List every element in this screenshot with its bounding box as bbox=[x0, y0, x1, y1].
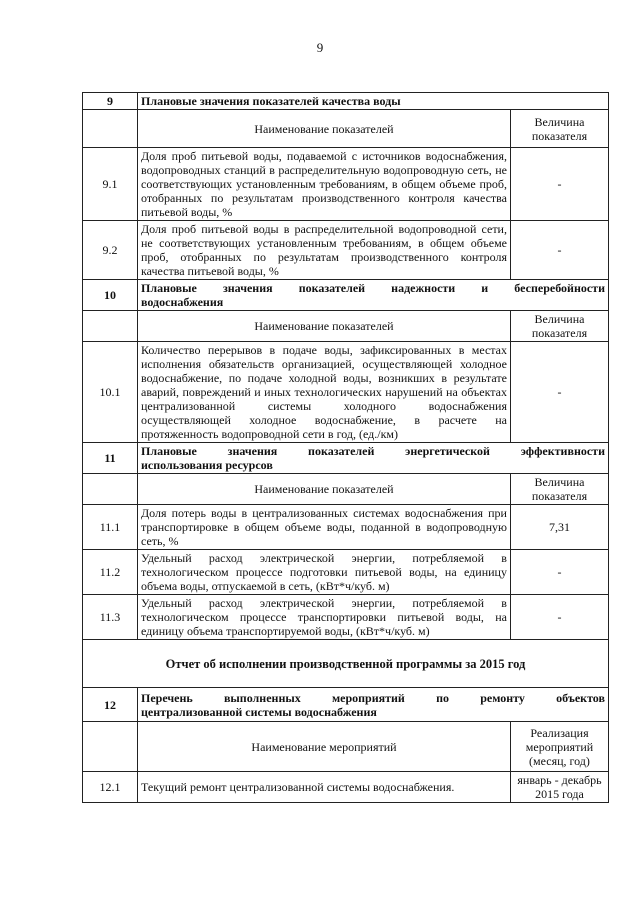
section-number: 9 bbox=[83, 93, 138, 110]
table-row bbox=[83, 505, 609, 550]
section-title-line2: централизованной системы водоснабжения bbox=[141, 704, 377, 719]
empty-cell bbox=[83, 311, 138, 342]
column-header-name: Наименование показателей bbox=[138, 311, 511, 342]
row-number: 9.2 bbox=[83, 221, 138, 280]
section-title-line1: Перечень выполненных мероприятий по ремонту объектов bbox=[141, 690, 605, 705]
report-title-row bbox=[83, 640, 609, 688]
row-value: - bbox=[510, 148, 608, 221]
row-text: Доля проб питьевой воды, подаваемой с источников водоснабжения, водопроводных станций в распределительную водопроводную сеть, не соответствующих установленным требованиям, в общем объеме проб, отобранных по результатам производственного контроля качества питьевой воды, % bbox=[138, 148, 511, 221]
table-row bbox=[83, 550, 609, 595]
column-header-row bbox=[83, 311, 609, 342]
row-text: Удельный расход электрической энергии, потребляемой в технологическом процессе транспортировки питьевой воды, на единицу объема транспортируемой воды, (кВт*ч/куб. м) bbox=[138, 595, 511, 640]
row-text: Доля проб питьевой воды в распределительной водопроводной сети, не соответствующих установленным требованиям, в общем объеме проб, отобранных по результатам производственного контроля качества питьевой воды, % bbox=[138, 221, 511, 280]
section-title-line1: Плановые значения показателей энергетической эффективности bbox=[141, 444, 605, 458]
row-value: - bbox=[510, 221, 608, 280]
row-value: январь - декабрь 2015 года bbox=[510, 772, 608, 803]
column-header-row bbox=[83, 474, 609, 505]
row-text: Текущий ремонт централизованной системы водоснабжения. bbox=[138, 772, 511, 803]
column-header-value: Реализация мероприятий (месяц, год) bbox=[510, 722, 608, 772]
section-header-10 bbox=[83, 280, 609, 311]
row-number: 11.3 bbox=[83, 595, 138, 640]
indicators-table bbox=[82, 92, 609, 803]
row-number: 11.2 bbox=[83, 550, 138, 595]
section-title bbox=[138, 443, 609, 474]
section-header-11 bbox=[83, 443, 609, 474]
empty-cell bbox=[83, 110, 138, 148]
column-header-row bbox=[83, 110, 609, 148]
table-row bbox=[83, 342, 609, 443]
row-value: 7,31 bbox=[510, 505, 608, 550]
row-number: 10.1 bbox=[83, 342, 138, 443]
row-value: - bbox=[510, 595, 608, 640]
column-header-name: Наименование показателей bbox=[138, 474, 511, 505]
section-number: 12 bbox=[83, 688, 138, 722]
row-value: - bbox=[510, 342, 608, 443]
section-title bbox=[138, 688, 609, 722]
column-header-row bbox=[83, 722, 609, 772]
column-header-value: Величина показателя bbox=[510, 474, 608, 505]
section-title-line2: использования ресурсов bbox=[141, 458, 273, 472]
section-title: Плановые значения показателей качества воды bbox=[138, 93, 609, 110]
section-title-line1: Плановые значения показателей надежности и бесперебойности bbox=[141, 281, 605, 295]
section-title bbox=[138, 280, 609, 311]
row-text: Доля потерь воды в централизованных системах водоснабжения при транспортировке в общем объеме воды, поданной в водопроводную сеть, % bbox=[138, 505, 511, 550]
column-header-name: Наименование показателей bbox=[138, 110, 511, 148]
table-row bbox=[83, 221, 609, 280]
row-number: 9.1 bbox=[83, 148, 138, 221]
row-value: - bbox=[510, 550, 608, 595]
report-title: Отчет об исполнении производственной программы за 2015 год bbox=[83, 640, 609, 688]
table-row bbox=[83, 148, 609, 221]
row-number: 12.1 bbox=[83, 772, 138, 803]
section-title-line2: водоснабжения bbox=[141, 295, 224, 309]
column-header-value: Величина показателя bbox=[510, 311, 608, 342]
row-number: 11.1 bbox=[83, 505, 138, 550]
row-text: Количество перерывов в подаче воды, зафиксированных в местах исполнения обязательств организацией, осуществляющей холодное водоснабжение, по подаче холодной воды, возникших в результате аварий, повреждений и иных технологических нарушений на объектах централизованной системы холодного водоснабжения осуществляющей холодное водоснабжение, в расчете на протяженность водопроводной сети в год, (ед./км) bbox=[138, 342, 511, 443]
section-header-9 bbox=[83, 93, 609, 110]
row-text: Удельный расход электрической энергии, потребляемой в технологическом процессе подготовки питьевой воды, на единицу объема воды, отпускаемой в сеть, (кВт*ч/куб. м) bbox=[138, 550, 511, 595]
empty-cell bbox=[83, 722, 138, 772]
section-number: 11 bbox=[83, 443, 138, 474]
empty-cell bbox=[83, 474, 138, 505]
table-row bbox=[83, 595, 609, 640]
column-header-value: Величина показателя bbox=[510, 110, 608, 148]
table-row bbox=[83, 772, 609, 803]
page-number: 9 bbox=[316, 40, 324, 55]
section-number: 10 bbox=[83, 280, 138, 311]
section-header-12 bbox=[83, 688, 609, 722]
column-header-name: Наименование мероприятий bbox=[138, 722, 511, 772]
